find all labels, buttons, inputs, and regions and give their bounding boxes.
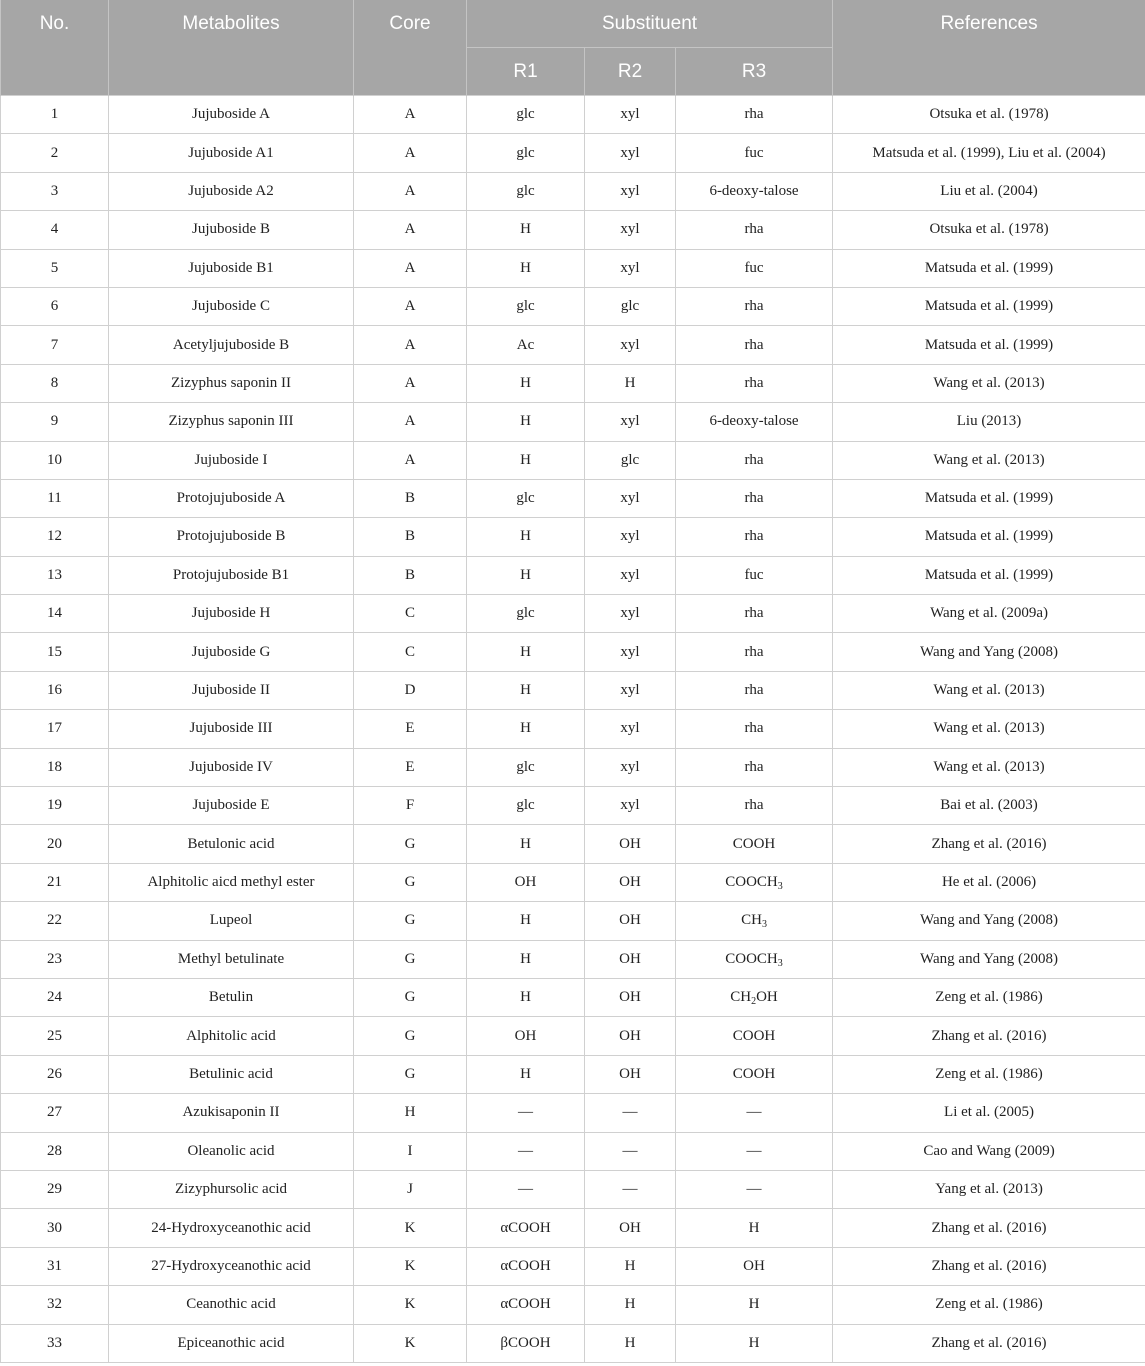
cell-no: 12 — [1, 518, 109, 556]
cell-reference: Wang and Yang (2008) — [833, 940, 1145, 978]
cell-reference: Matsuda et al. (1999) — [833, 326, 1145, 364]
header-metabolites: Metabolites — [109, 0, 354, 96]
cell-core: E — [354, 710, 467, 748]
cell-metabolite: Betulinic acid — [109, 1055, 354, 1093]
table-row — [1, 1324, 1145, 1362]
cell-r1: H — [467, 364, 585, 402]
cell-r2: glc — [585, 287, 676, 325]
cell-reference: Zhang et al. (2016) — [833, 1017, 1145, 1055]
cell-r1: αCOOH — [467, 1286, 585, 1324]
cell-metabolite: Jujuboside IV — [109, 748, 354, 786]
cell-no: 10 — [1, 441, 109, 479]
table-row — [1, 211, 1145, 249]
cell-metabolite: Betulonic acid — [109, 825, 354, 863]
cell-r3: rha — [676, 211, 833, 249]
header-r2: R2 — [585, 48, 676, 96]
cell-r2: OH — [585, 978, 676, 1016]
table-row — [1, 556, 1145, 594]
cell-r3: 6-deoxy-talose — [676, 403, 833, 441]
header-references: References — [833, 0, 1145, 96]
cell-r3: rha — [676, 364, 833, 402]
table-row — [1, 518, 1145, 556]
cell-core: C — [354, 633, 467, 671]
cell-core: G — [354, 978, 467, 1016]
table-row — [1, 1094, 1145, 1132]
cell-r2: xyl — [585, 249, 676, 287]
cell-reference: Yang et al. (2013) — [833, 1170, 1145, 1208]
cell-r1: H — [467, 211, 585, 249]
cell-no: 8 — [1, 364, 109, 402]
cell-reference: Wang et al. (2013) — [833, 441, 1145, 479]
cell-metabolite: Lupeol — [109, 902, 354, 940]
table-row — [1, 825, 1145, 863]
cell-core: E — [354, 748, 467, 786]
cell-no: 16 — [1, 671, 109, 709]
table-row — [1, 172, 1145, 210]
cell-r2: xyl — [585, 96, 676, 134]
table-row — [1, 96, 1145, 134]
cell-core: C — [354, 595, 467, 633]
cell-r3: COOH — [676, 1055, 833, 1093]
cell-core: A — [354, 326, 467, 364]
cell-r3: rha — [676, 326, 833, 364]
cell-core: B — [354, 518, 467, 556]
cell-reference: Zeng et al. (1986) — [833, 1055, 1145, 1093]
cell-no: 29 — [1, 1170, 109, 1208]
cell-metabolite: Azukisaponin II — [109, 1094, 354, 1132]
cell-metabolite: Jujuboside I — [109, 441, 354, 479]
cell-r3: rha — [676, 710, 833, 748]
table-row — [1, 403, 1145, 441]
cell-r2: OH — [585, 863, 676, 901]
cell-r2: xyl — [585, 595, 676, 633]
cell-r3: — — [676, 1170, 833, 1208]
cell-reference: Wang et al. (2013) — [833, 748, 1145, 786]
cell-r3: rha — [676, 518, 833, 556]
cell-r1: OH — [467, 863, 585, 901]
cell-no: 33 — [1, 1324, 109, 1362]
cell-r1: — — [467, 1094, 585, 1132]
cell-no: 26 — [1, 1055, 109, 1093]
table-row — [1, 134, 1145, 172]
cell-r2: OH — [585, 940, 676, 978]
table-row — [1, 326, 1145, 364]
cell-metabolite: Zizyphursolic acid — [109, 1170, 354, 1208]
cell-no: 30 — [1, 1209, 109, 1247]
cell-core: G — [354, 825, 467, 863]
cell-core: D — [354, 671, 467, 709]
table-row — [1, 479, 1145, 517]
cell-metabolite: Zizyphus saponin III — [109, 403, 354, 441]
cell-metabolite: Alphitolic aicd methyl ester — [109, 863, 354, 901]
table-row — [1, 940, 1145, 978]
cell-no: 31 — [1, 1247, 109, 1285]
cell-reference: Liu (2013) — [833, 403, 1145, 441]
cell-metabolite: Zizyphus saponin II — [109, 364, 354, 402]
cell-reference: Matsuda et al. (1999) — [833, 287, 1145, 325]
cell-r1: glc — [467, 748, 585, 786]
cell-metabolite: Jujuboside II — [109, 671, 354, 709]
cell-r2: xyl — [585, 518, 676, 556]
cell-no: 18 — [1, 748, 109, 786]
cell-r3: $CH_2OH$ — [676, 978, 833, 1016]
cell-r1: glc — [467, 287, 585, 325]
cell-core: G — [354, 1055, 467, 1093]
cell-reference: Cao and Wang (2009) — [833, 1132, 1145, 1170]
cell-core: A — [354, 441, 467, 479]
cell-no: 5 — [1, 249, 109, 287]
cell-no: 20 — [1, 825, 109, 863]
cell-r2: xyl — [585, 326, 676, 364]
cell-no: 17 — [1, 710, 109, 748]
table-row — [1, 364, 1145, 402]
cell-r1: H — [467, 978, 585, 1016]
table-row — [1, 748, 1145, 786]
table-row — [1, 595, 1145, 633]
table-row — [1, 287, 1145, 325]
cell-r2: OH — [585, 1017, 676, 1055]
table-row — [1, 1209, 1145, 1247]
cell-r3: — — [676, 1132, 833, 1170]
cell-reference: Zhang et al. (2016) — [833, 1209, 1145, 1247]
cell-r1: H — [467, 940, 585, 978]
cell-reference: Matsuda et al. (1999), Liu et al. (2004) — [833, 134, 1145, 172]
cell-r2: OH — [585, 902, 676, 940]
cell-r3: rha — [676, 633, 833, 671]
cell-r1: H — [467, 671, 585, 709]
cell-r2: — — [585, 1170, 676, 1208]
cell-r3: rha — [676, 441, 833, 479]
cell-r2: xyl — [585, 211, 676, 249]
cell-core: K — [354, 1324, 467, 1362]
cell-no: 4 — [1, 211, 109, 249]
cell-reference: Otsuka et al. (1978) — [833, 211, 1145, 249]
cell-r3: — — [676, 1094, 833, 1132]
cell-r3: COOH — [676, 1017, 833, 1055]
cell-r1: αCOOH — [467, 1247, 585, 1285]
header-substituent: Substituent — [467, 0, 833, 48]
cell-metabolite: Jujuboside A1 — [109, 134, 354, 172]
cell-r2: xyl — [585, 748, 676, 786]
cell-core: G — [354, 1017, 467, 1055]
cell-reference: Wang et al. (2013) — [833, 671, 1145, 709]
cell-reference: Matsuda et al. (1999) — [833, 518, 1145, 556]
cell-reference: Bai et al. (2003) — [833, 787, 1145, 825]
cell-r3: H — [676, 1209, 833, 1247]
table-row — [1, 902, 1145, 940]
cell-r1: H — [467, 1055, 585, 1093]
cell-r3: COOH — [676, 825, 833, 863]
cell-reference: Wang et al. (2013) — [833, 710, 1145, 748]
cell-r2: xyl — [585, 787, 676, 825]
cell-metabolite: Jujuboside G — [109, 633, 354, 671]
cell-r1: H — [467, 518, 585, 556]
cell-r1: βCOOH — [467, 1324, 585, 1362]
cell-metabolite: Betulin — [109, 978, 354, 1016]
cell-metabolite: Protojujuboside A — [109, 479, 354, 517]
cell-core: A — [354, 364, 467, 402]
cell-r3: $COOCH_3$ — [676, 940, 833, 978]
cell-r1: Ac — [467, 326, 585, 364]
cell-r2: glc — [585, 441, 676, 479]
cell-r2: xyl — [585, 556, 676, 594]
cell-no: 21 — [1, 863, 109, 901]
cell-reference: Wang and Yang (2008) — [833, 902, 1145, 940]
cell-no: 28 — [1, 1132, 109, 1170]
cell-reference: Li et al. (2005) — [833, 1094, 1145, 1132]
cell-r1: glc — [467, 595, 585, 633]
cell-r1: H — [467, 633, 585, 671]
table-row — [1, 1247, 1145, 1285]
cell-r1: H — [467, 441, 585, 479]
cell-metabolite: Protojujuboside B1 — [109, 556, 354, 594]
cell-r3: OH — [676, 1247, 833, 1285]
table-header — [1, 0, 1145, 96]
cell-r2: xyl — [585, 633, 676, 671]
cell-metabolite: Acetyljujuboside B — [109, 326, 354, 364]
cell-r1: αCOOH — [467, 1209, 585, 1247]
cell-r1: — — [467, 1170, 585, 1208]
cell-core: G — [354, 863, 467, 901]
cell-reference: Zeng et al. (1986) — [833, 1286, 1145, 1324]
table-row — [1, 1017, 1145, 1055]
cell-r2: xyl — [585, 479, 676, 517]
cell-r1: glc — [467, 96, 585, 134]
cell-r2: H — [585, 364, 676, 402]
cell-core: H — [354, 1094, 467, 1132]
cell-no: 2 — [1, 134, 109, 172]
cell-no: 3 — [1, 172, 109, 210]
cell-r1: glc — [467, 134, 585, 172]
cell-metabolite: Jujuboside C — [109, 287, 354, 325]
cell-r3: rha — [676, 287, 833, 325]
table-row — [1, 671, 1145, 709]
table-row — [1, 1132, 1145, 1170]
cell-reference: Matsuda et al. (1999) — [833, 249, 1145, 287]
table-row — [1, 1055, 1145, 1093]
cell-metabolite: 24-Hydroxyceanothic acid — [109, 1209, 354, 1247]
cell-no: 25 — [1, 1017, 109, 1055]
cell-r1: H — [467, 902, 585, 940]
cell-no: 32 — [1, 1286, 109, 1324]
cell-core: J — [354, 1170, 467, 1208]
cell-core: G — [354, 940, 467, 978]
cell-r2: H — [585, 1324, 676, 1362]
cell-r3: rha — [676, 595, 833, 633]
cell-r2: OH — [585, 825, 676, 863]
cell-metabolite: Jujuboside H — [109, 595, 354, 633]
cell-metabolite: Alphitolic acid — [109, 1017, 354, 1055]
cell-core: K — [354, 1247, 467, 1285]
cell-reference: Wang and Yang (2008) — [833, 633, 1145, 671]
cell-reference: Matsuda et al. (1999) — [833, 479, 1145, 517]
cell-reference: Zhang et al. (2016) — [833, 1324, 1145, 1362]
cell-metabolite: 27-Hydroxyceanothic acid — [109, 1247, 354, 1285]
cell-r2: xyl — [585, 403, 676, 441]
cell-r3: H — [676, 1324, 833, 1362]
cell-core: K — [354, 1209, 467, 1247]
table-row — [1, 633, 1145, 671]
cell-reference: Zeng et al. (1986) — [833, 978, 1145, 1016]
cell-reference: Zhang et al. (2016) — [833, 1247, 1145, 1285]
cell-r1: — — [467, 1132, 585, 1170]
cell-r1: H — [467, 556, 585, 594]
cell-no: 9 — [1, 403, 109, 441]
cell-metabolite: Jujuboside B — [109, 211, 354, 249]
cell-metabolite: Oleanolic acid — [109, 1132, 354, 1170]
cell-reference: Wang et al. (2009a) — [833, 595, 1145, 633]
cell-r3: rha — [676, 479, 833, 517]
cell-metabolite: Ceanothic acid — [109, 1286, 354, 1324]
header-no: No. — [1, 0, 109, 96]
cell-core: F — [354, 787, 467, 825]
cell-r1: H — [467, 249, 585, 287]
cell-core: I — [354, 1132, 467, 1170]
cell-metabolite: Jujuboside E — [109, 787, 354, 825]
cell-metabolite: Jujuboside A — [109, 96, 354, 134]
table-row — [1, 787, 1145, 825]
cell-r2: xyl — [585, 710, 676, 748]
cell-r1: glc — [467, 479, 585, 517]
table-row — [1, 249, 1145, 287]
cell-no: 22 — [1, 902, 109, 940]
table-body — [1, 96, 1145, 1363]
cell-r3: rha — [676, 96, 833, 134]
cell-metabolite: Jujuboside A2 — [109, 172, 354, 210]
cell-r1: H — [467, 403, 585, 441]
cell-r2: xyl — [585, 671, 676, 709]
header-r3: R3 — [676, 48, 833, 96]
cell-r2: xyl — [585, 134, 676, 172]
cell-r1: glc — [467, 172, 585, 210]
cell-core: A — [354, 403, 467, 441]
cell-no: 27 — [1, 1094, 109, 1132]
cell-reference: He et al. (2006) — [833, 863, 1145, 901]
cell-r1: H — [467, 825, 585, 863]
cell-r2: — — [585, 1094, 676, 1132]
cell-no: 24 — [1, 978, 109, 1016]
cell-r3: H — [676, 1286, 833, 1324]
cell-r1: OH — [467, 1017, 585, 1055]
cell-r1: glc — [467, 787, 585, 825]
cell-no: 14 — [1, 595, 109, 633]
cell-core: B — [354, 556, 467, 594]
cell-r3: $CH_3$ — [676, 902, 833, 940]
cell-r2: OH — [585, 1055, 676, 1093]
table-row — [1, 710, 1145, 748]
cell-no: 19 — [1, 787, 109, 825]
cell-no: 6 — [1, 287, 109, 325]
cell-core: A — [354, 172, 467, 210]
header-core: Core — [354, 0, 467, 96]
cell-r3: 6-deoxy-talose — [676, 172, 833, 210]
cell-core: A — [354, 96, 467, 134]
cell-r3: rha — [676, 671, 833, 709]
cell-r3: rha — [676, 787, 833, 825]
cell-core: G — [354, 902, 467, 940]
cell-no: 23 — [1, 940, 109, 978]
cell-metabolite: Protojujuboside B — [109, 518, 354, 556]
cell-reference: Liu et al. (2004) — [833, 172, 1145, 210]
cell-metabolite: Jujuboside B1 — [109, 249, 354, 287]
table-row — [1, 978, 1145, 1016]
cell-r2: OH — [585, 1209, 676, 1247]
cell-core: A — [354, 134, 467, 172]
cell-no: 15 — [1, 633, 109, 671]
cell-r3: rha — [676, 748, 833, 786]
cell-reference: Matsuda et al. (1999) — [833, 556, 1145, 594]
cell-r3: fuc — [676, 249, 833, 287]
table-row — [1, 863, 1145, 901]
cell-no: 7 — [1, 326, 109, 364]
cell-reference: Otsuka et al. (1978) — [833, 96, 1145, 134]
header-r1: R1 — [467, 48, 585, 96]
cell-r2: H — [585, 1286, 676, 1324]
cell-r2: — — [585, 1132, 676, 1170]
cell-core: A — [354, 287, 467, 325]
cell-r2: xyl — [585, 172, 676, 210]
cell-r1: H — [467, 710, 585, 748]
cell-core: A — [354, 249, 467, 287]
cell-core: A — [354, 211, 467, 249]
cell-no: 1 — [1, 96, 109, 134]
cell-metabolite: Jujuboside III — [109, 710, 354, 748]
cell-no: 13 — [1, 556, 109, 594]
cell-core: B — [354, 479, 467, 517]
cell-r3: fuc — [676, 556, 833, 594]
cell-r2: H — [585, 1247, 676, 1285]
cell-no: 11 — [1, 479, 109, 517]
cell-r3: fuc — [676, 134, 833, 172]
table-row — [1, 1286, 1145, 1324]
cell-metabolite: Epiceanothic acid — [109, 1324, 354, 1362]
table-row — [1, 441, 1145, 479]
cell-reference: Zhang et al. (2016) — [833, 825, 1145, 863]
cell-reference: Wang et al. (2013) — [833, 364, 1145, 402]
cell-r3: $COOCH_3$ — [676, 863, 833, 901]
cell-metabolite: Methyl betulinate — [109, 940, 354, 978]
table-row — [1, 1170, 1145, 1208]
cell-core: K — [354, 1286, 467, 1324]
